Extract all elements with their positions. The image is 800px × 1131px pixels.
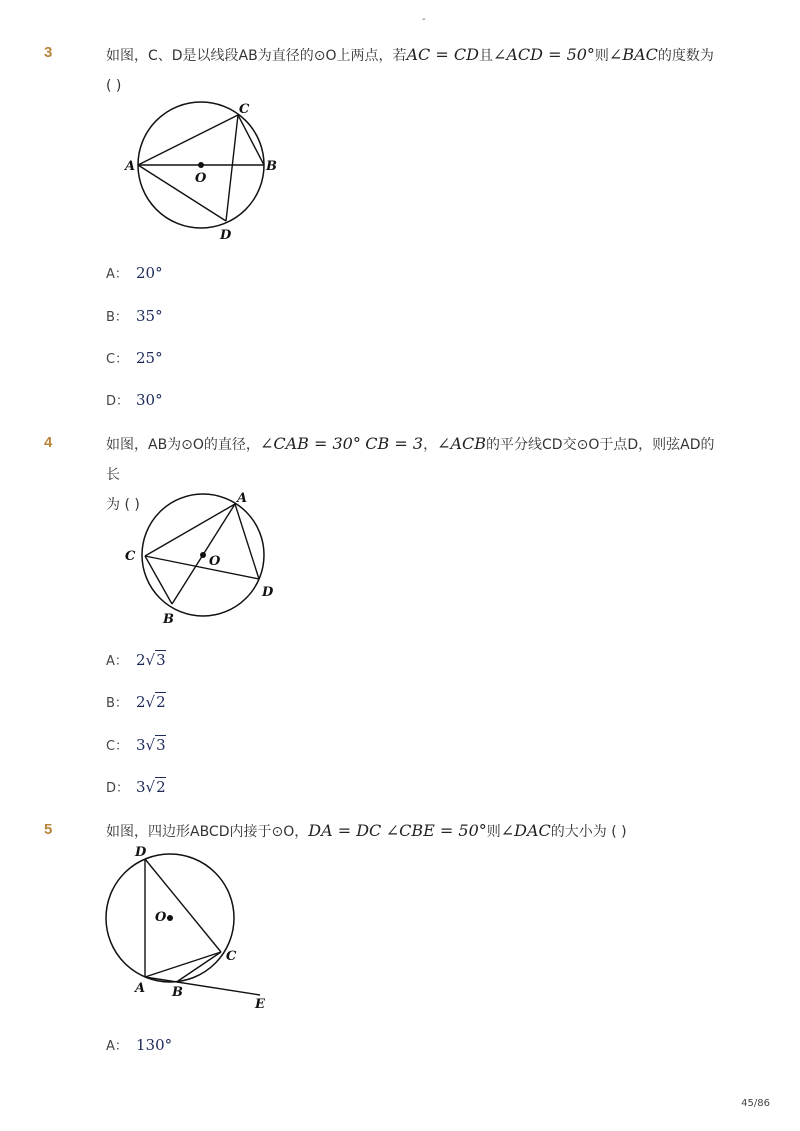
point-label-b: B — [266, 159, 277, 174]
option-label: B： — [106, 696, 128, 711]
option-c[interactable] — [106, 733, 166, 757]
coefficient: 2 — [136, 693, 146, 711]
option-d[interactable] — [106, 388, 163, 412]
segment-cb — [238, 115, 264, 165]
option-value: 20° — [136, 264, 163, 282]
page-number: 45/86 — [741, 1098, 770, 1109]
option-label: A： — [106, 654, 128, 669]
question-stem: 则 — [486, 824, 501, 840]
option-label: C： — [106, 352, 129, 367]
option-c[interactable] — [106, 346, 163, 370]
question-stem: ， — [423, 437, 438, 453]
question-stem: 则 — [594, 48, 609, 64]
radicand: 3 — [156, 736, 166, 754]
coefficient: 2 — [136, 651, 146, 669]
option-b[interactable] — [106, 304, 163, 328]
question-stem: 且 — [478, 48, 493, 64]
sqrt-symbol: √ — [145, 693, 156, 711]
point-label-b: B — [172, 985, 183, 1000]
point-label-c: C — [239, 102, 250, 117]
option-value: 130° — [136, 1036, 173, 1054]
option-label: D： — [106, 394, 130, 409]
point-label-e: E — [255, 997, 265, 1012]
math-expression: ∠CBE = 50° — [385, 821, 487, 840]
sqrt-symbol: √ — [145, 651, 156, 669]
option-label: A： — [106, 267, 128, 282]
segment-ac — [145, 952, 221, 977]
point-label-o: O — [155, 910, 167, 925]
question-text — [106, 40, 726, 101]
point-label-d: D — [262, 585, 274, 600]
option-value — [136, 775, 166, 799]
coefficient: 3 — [136, 736, 146, 754]
point-label-d: D — [135, 845, 147, 860]
center-point — [198, 162, 204, 168]
point-label-a: A — [135, 981, 146, 996]
math-expression: ∠BAC — [608, 45, 658, 64]
math-expression: ∠ACD = 50° — [492, 45, 595, 64]
question-stem: 如图，四边形ABCD内接于⊙O， — [106, 824, 309, 840]
question-number: 5 — [44, 821, 53, 838]
question-number: 4 — [44, 434, 53, 451]
answer-parentheses: ( ) — [106, 78, 122, 94]
option-label: D： — [106, 781, 130, 796]
point-label-d: D — [220, 228, 232, 243]
center-point — [167, 915, 173, 921]
segment-ac — [145, 504, 235, 556]
option-a[interactable] — [106, 1033, 172, 1057]
math-expression: ∠DAC — [500, 821, 551, 840]
point-label-c: C — [125, 549, 136, 564]
point-label-c: C — [226, 949, 237, 964]
sqrt-symbol: √ — [145, 736, 156, 754]
option-a[interactable] — [106, 261, 163, 285]
question-number: 3 — [44, 44, 53, 61]
option-value — [136, 733, 166, 757]
segment-ad — [138, 165, 226, 221]
point-label-a: A — [237, 491, 248, 506]
question-stem: 的度数为 — [657, 48, 714, 64]
geometry-figure-q5 — [100, 842, 280, 1014]
radicand: 2 — [156, 693, 166, 711]
segment-ae — [145, 977, 260, 995]
segment-dc — [145, 859, 221, 952]
center-point — [200, 552, 206, 558]
question-stem: 的平分线CD交⊙O于点D，则弦AD的长 — [106, 437, 715, 483]
radicand: 2 — [156, 778, 166, 796]
option-label: C： — [106, 739, 129, 754]
segment-ad — [235, 504, 259, 579]
option-value — [136, 690, 166, 714]
option-value: 25° — [136, 349, 163, 367]
point-label-a: A — [125, 159, 136, 174]
math-expression: DA = DC — [308, 821, 382, 840]
top-mark: - — [422, 14, 426, 25]
segment-cb — [178, 952, 221, 981]
geometry-figure-q3 — [120, 98, 290, 248]
radicand: 3 — [156, 651, 166, 669]
segment-cd — [226, 115, 238, 221]
option-value — [136, 648, 166, 672]
question-stem: 如图，AB为⊙O的直径， — [106, 437, 260, 453]
point-label-o: O — [209, 554, 221, 569]
point-label-b: B — [163, 612, 174, 627]
segment-ac — [138, 115, 238, 165]
math-expression: ∠CAB = 30° — [259, 434, 361, 453]
option-d[interactable] — [106, 775, 166, 799]
option-label: B： — [106, 310, 128, 325]
math-expression: ∠ACB — [437, 434, 487, 453]
sqrt-symbol: √ — [145, 778, 156, 796]
question-stem: 为 ( ) — [106, 497, 140, 513]
point-label-o: O — [195, 171, 207, 186]
geometry-figure-q4 — [120, 484, 280, 632]
option-label: A： — [106, 1039, 128, 1054]
math-expression: AC = CD — [406, 45, 479, 64]
option-b[interactable] — [106, 690, 166, 714]
option-a[interactable] — [106, 648, 166, 672]
option-value: 30° — [136, 391, 163, 409]
math-expression: CB = 3 — [365, 434, 424, 453]
question-stem: 的大小为 ( ) — [550, 824, 627, 840]
coefficient: 3 — [136, 778, 146, 796]
segment-cd — [145, 556, 259, 579]
question-stem: 如图，C、D是以线段AB为直径的⊙O上两点，若 — [106, 48, 407, 64]
option-value: 35° — [136, 307, 163, 325]
